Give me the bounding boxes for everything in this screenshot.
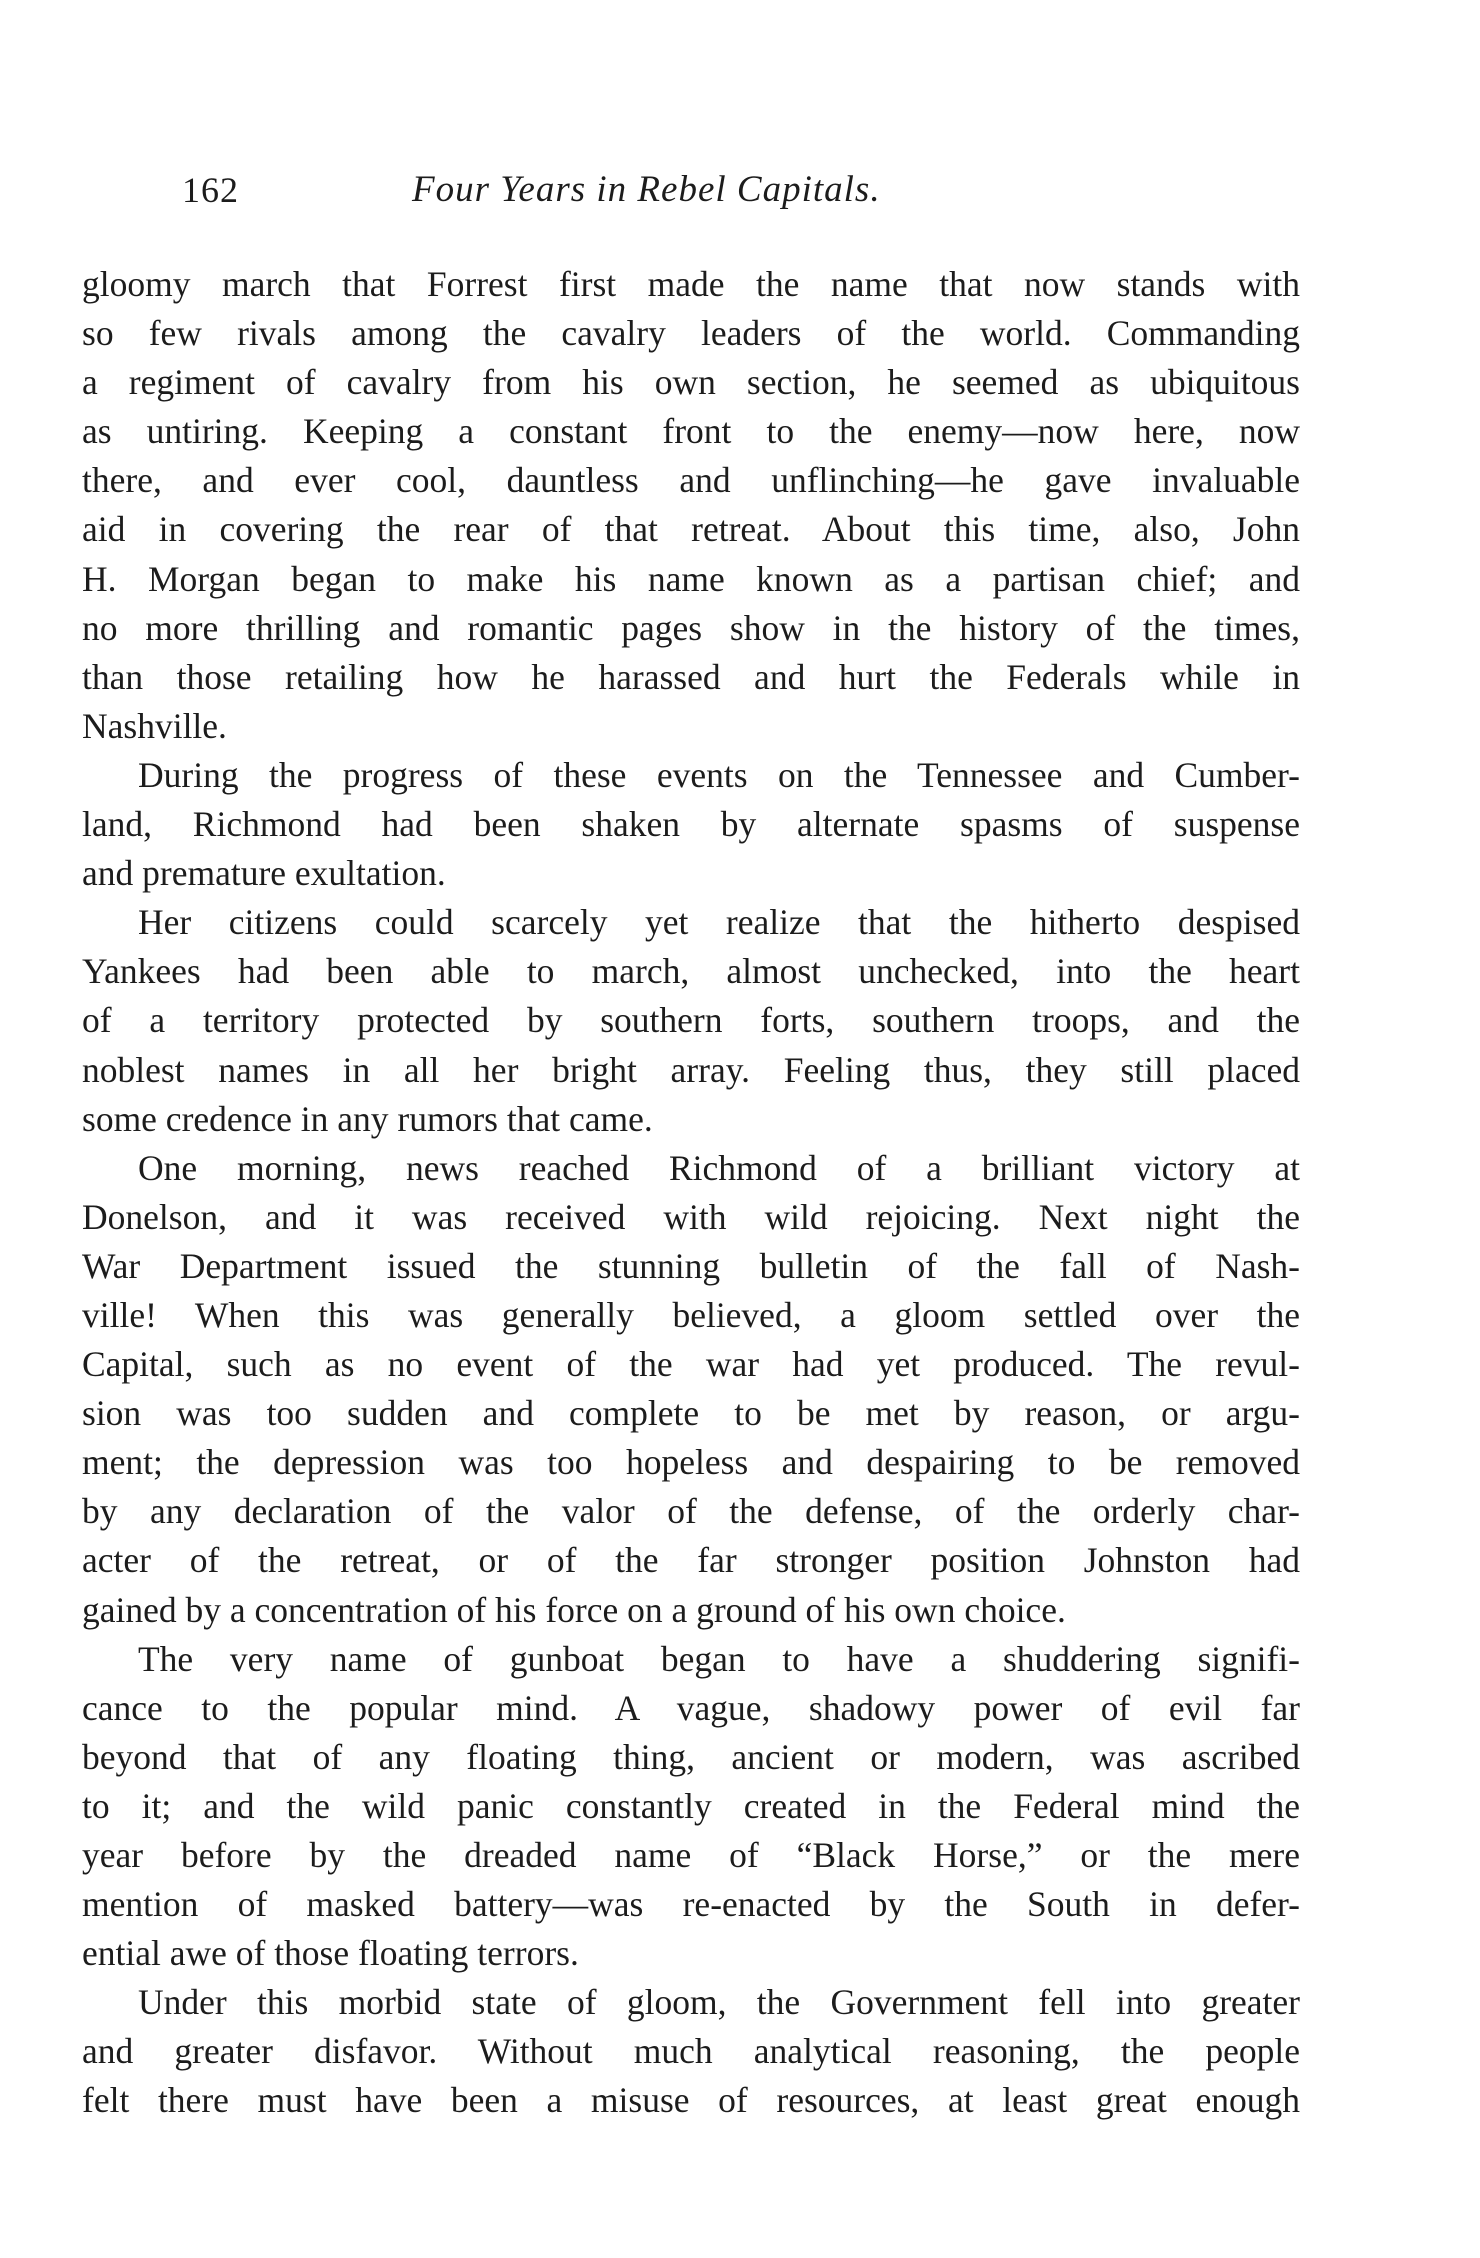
text-line: Nashville. (82, 705, 227, 746)
paragraph-first-line: Under this morbid state of gloom, the Government fell into greater (138, 1982, 1300, 2023)
text-line: sion was too sudden and complete to be met by reason, or argu- (82, 1393, 1300, 1434)
text-line: ment; the depression was too hopeless and despairing to be removed (82, 1442, 1300, 1483)
text-line: and premature exultation. (82, 853, 446, 894)
text-line: acter of the retreat, or of the far stronger position Johnston had (82, 1540, 1300, 1581)
text-line: than those retailing how he harassed and hurt the Federals while in (82, 656, 1300, 697)
paragraph-first-line: Her citizens could scarcely yet realize that the hitherto despised (138, 902, 1300, 943)
running-title: Four Years in Rebel Capitals. (412, 169, 881, 210)
text-line: Donelson, and it was received with wild rejoicing. Next night the (82, 1196, 1300, 1237)
text-line: land, Richmond had been shaken by alternate spasms of suspense (82, 804, 1300, 845)
text-line: year before by the dreaded name of “Black Horse,” or the mere (82, 1835, 1300, 1875)
text-line: aid in covering the rear of that retreat. About this time, also, John (82, 509, 1300, 550)
body-text (82, 260, 1300, 2126)
paragraph-first-line: During the progress of these events on the Tennessee and Cumber- (138, 754, 1300, 795)
text-line: no more thrilling and romantic pages show in the history of the times, (82, 607, 1300, 648)
text-line: gloomy march that Forrest first made the name that now stands with (82, 264, 1300, 304)
text-line: of a territory protected by southern forts, southern troops, and the (82, 1000, 1300, 1041)
text-line: by any declaration of the valor of the defense, of the orderly char- (82, 1491, 1300, 1532)
paragraph-first-line: One morning, news reached Richmond of a brilliant victory at (138, 1147, 1300, 1188)
text-line: so few rivals among the cavalry leaders of the world. Commanding (82, 313, 1300, 354)
text-line: ville! When this was generally believed, a gloom settled over the (82, 1294, 1300, 1335)
text-line: there, and ever cool, dauntless and unflinching—he gave invaluable (82, 460, 1300, 501)
text-line: felt there must have been a misuse of resources, at least great enough (82, 2080, 1300, 2121)
text-line: H. Morgan began to make his name known as a partisan chief; and (82, 558, 1300, 599)
text-line: as untiring. Keeping a constant front to the enemy—now here, now (82, 411, 1300, 452)
text-line: War Department issued the stunning bulletin of the fall of Nash- (82, 1245, 1300, 1286)
page-number: 162 (182, 170, 239, 210)
text-line: Capital, such as no event of the war had yet produced. The revul- (82, 1344, 1300, 1385)
text-line: cance to the popular mind. A vague, shadowy power of evil far (82, 1687, 1300, 1728)
text-line: and greater disfavor. Without much analytical reasoning, the people (82, 2031, 1300, 2072)
text-line: noblest names in all her bright array. Feeling thus, they still placed (82, 1049, 1300, 1090)
page-header (182, 170, 1292, 220)
text-line: a regiment of cavalry from his own section, he seemed as ubiquitous (82, 362, 1300, 403)
paragraph-first-line: The very name of gunboat began to have a shuddering signifi- (138, 1638, 1300, 1679)
text-line: gained by a concentration of his force on a ground of his own choice. (82, 1589, 1066, 1630)
text-line: some credence in any rumors that came. (82, 1098, 653, 1139)
text-line: beyond that of any floating thing, ancient or modern, was ascribed (82, 1736, 1300, 1777)
text-line: mention of masked battery—was re-enacted by the South in defer- (82, 1884, 1300, 1925)
text-line: ential awe of those floating terrors. (82, 1933, 579, 1974)
text-line: Yankees had been able to march, almost unchecked, into the heart (82, 951, 1300, 992)
text-line: to it; and the wild panic constantly created in the Federal mind the (82, 1785, 1300, 1826)
